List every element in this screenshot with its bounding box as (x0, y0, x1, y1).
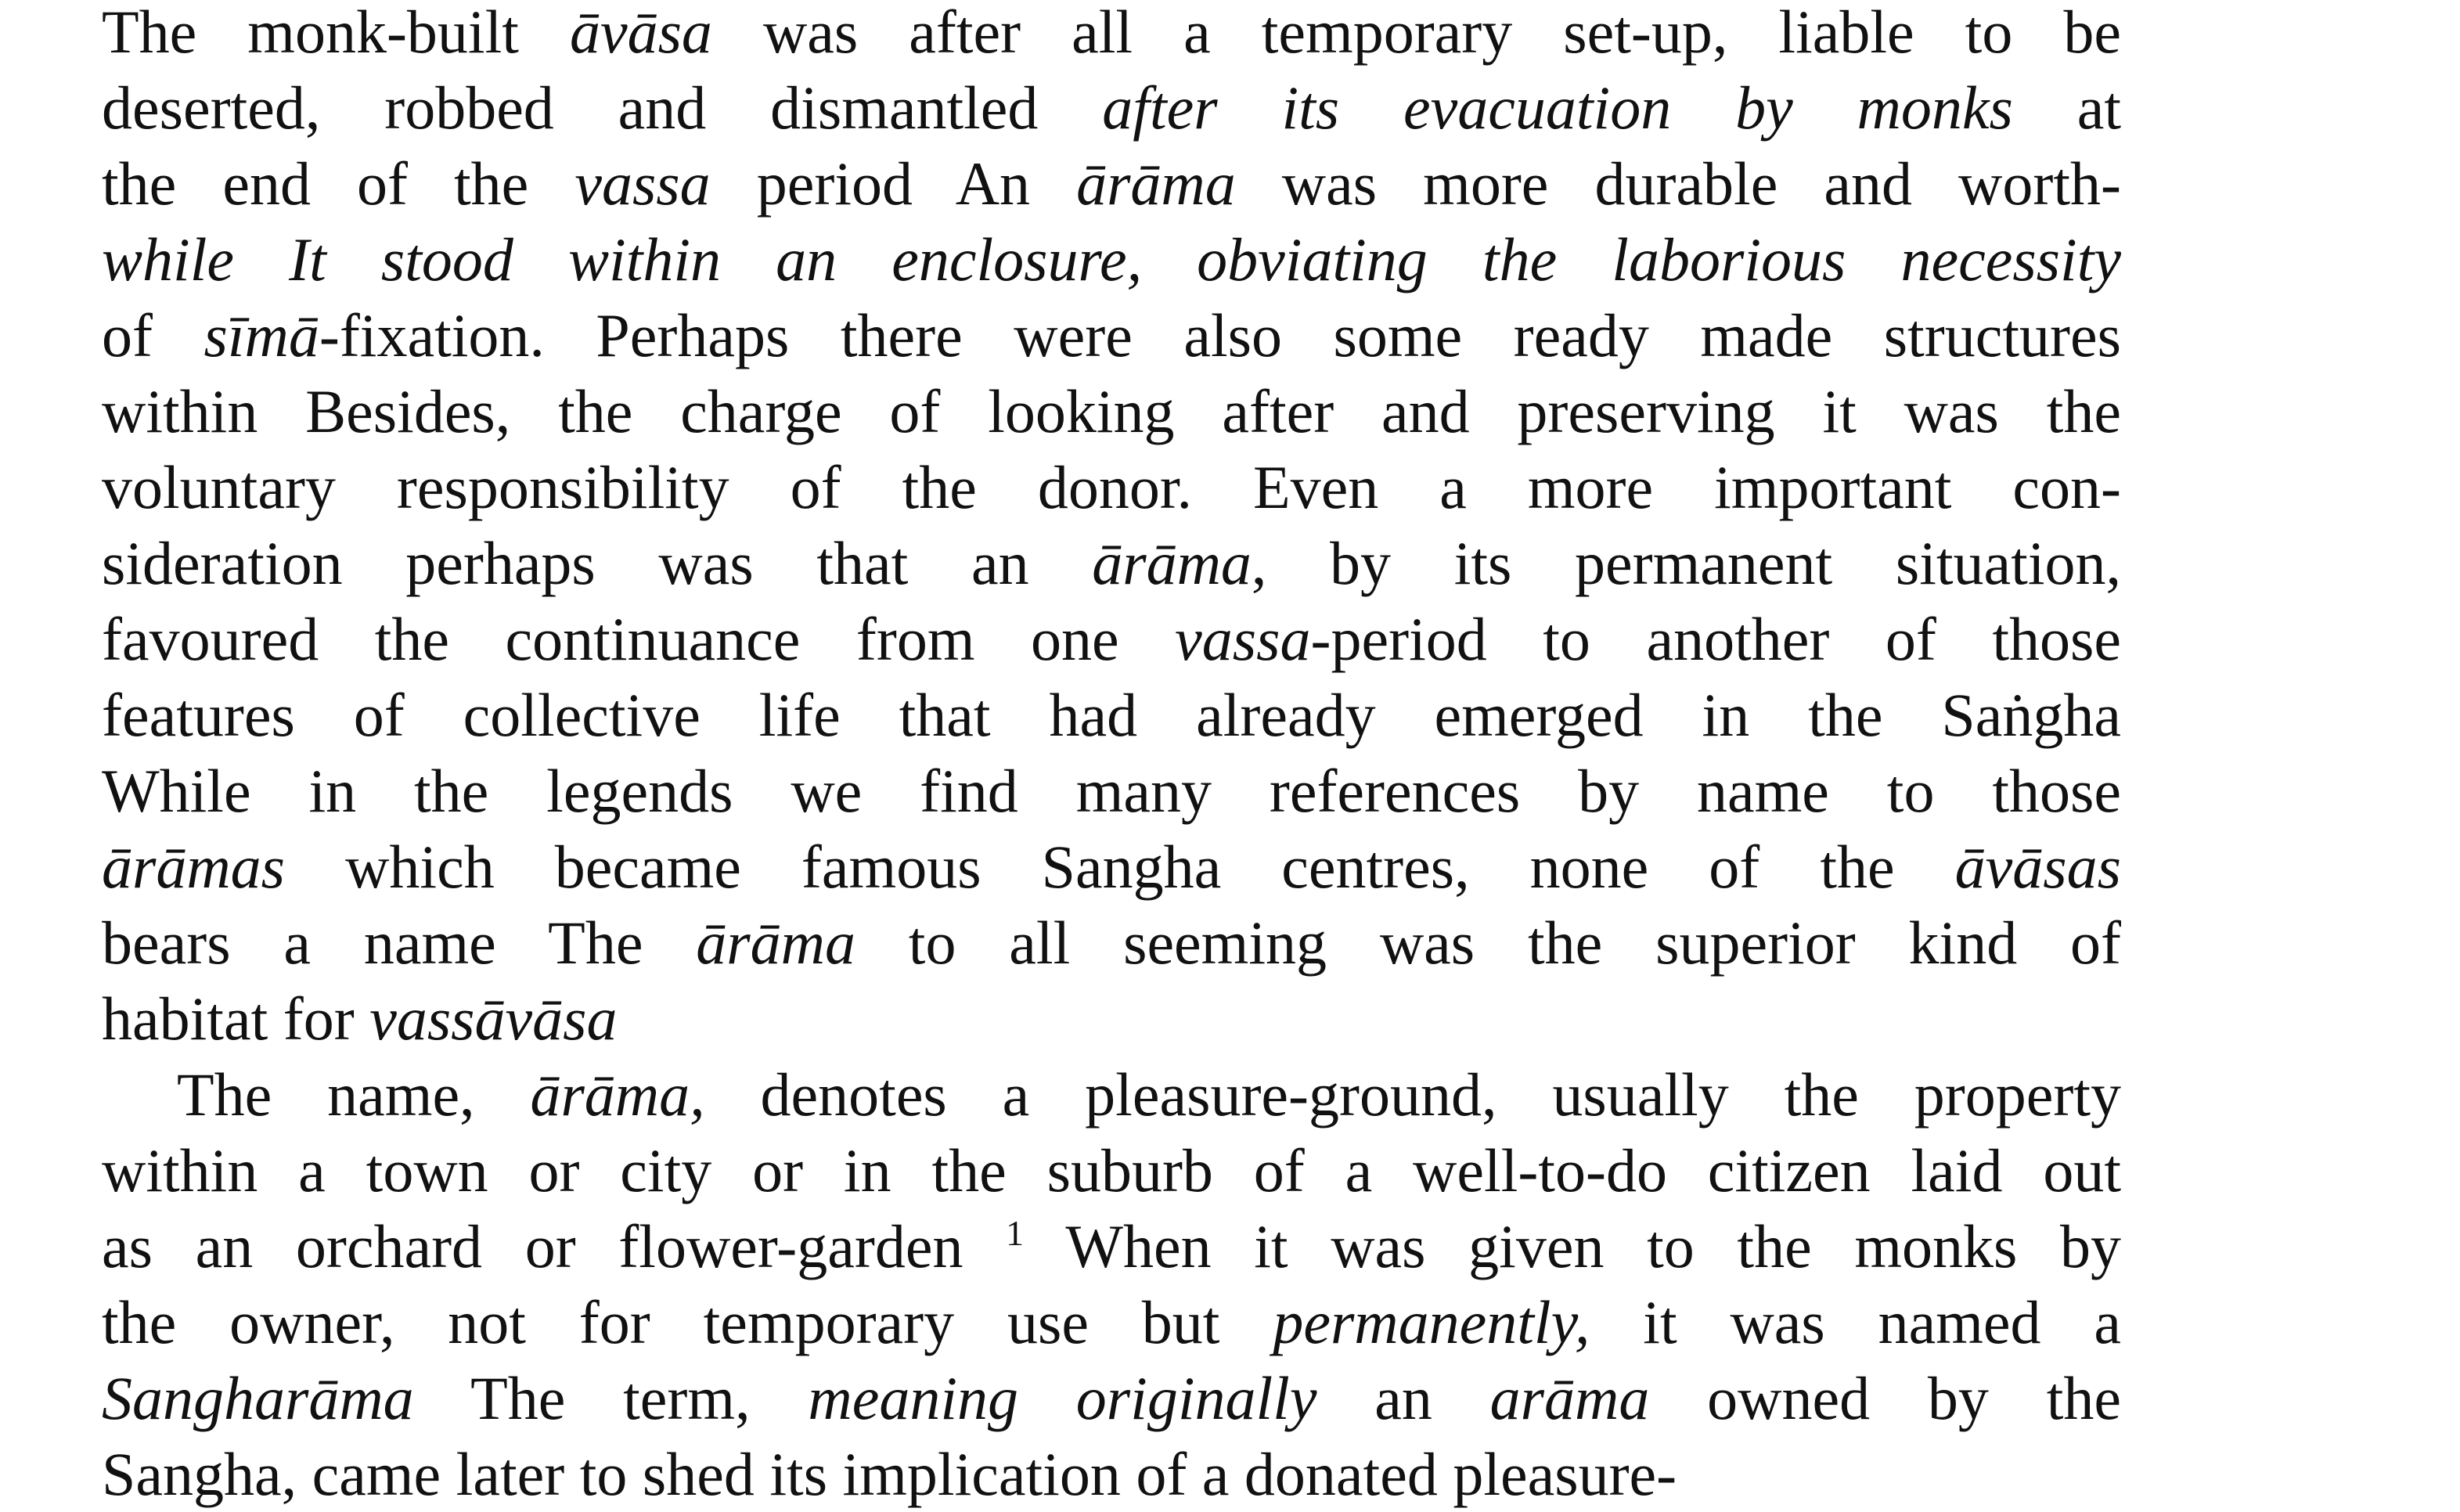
text-segment: an (1316, 1364, 1490, 1432)
text-line (102, 1284, 2121, 1360)
text-line (102, 70, 2121, 146)
italic-text: vassa (1175, 605, 1311, 673)
italic-text: ārāma (696, 909, 855, 977)
text-segment: favoured the continuance from one (102, 605, 1176, 673)
text-line (102, 981, 2121, 1057)
italic-text: ārāma (1092, 529, 1252, 597)
italic-text: āvāsas (1954, 833, 2121, 901)
text-line (102, 297, 2121, 373)
text-segment: was more durable and worth- (1235, 149, 2121, 218)
italic-text: vassa (574, 149, 711, 218)
italic-text: meaning originally (808, 1364, 1317, 1432)
body-text (102, 0, 2121, 1512)
italic-text: ārāma (1076, 149, 1236, 218)
text-line (102, 146, 2121, 221)
italic-text: vassāvāsa (369, 985, 618, 1053)
text-segment: habitat for (102, 985, 370, 1053)
italic-text: arāma (1489, 1364, 1650, 1432)
text-segment: at (2012, 74, 2121, 142)
text-segment: sideration perhaps was that an (102, 529, 1093, 597)
text-segment: When it was given to the monks by (1024, 1212, 2121, 1280)
italic-text: āvāsa (569, 0, 712, 66)
text-segment: it was named a (1590, 1288, 2121, 1356)
text-line (102, 1132, 2121, 1208)
text-segment: Sangha, came later to shed its implication of a donated pleasure- (102, 1440, 1677, 1508)
text-segment: the owner, not for temporary use but (102, 1288, 1273, 1356)
text-line (102, 449, 2121, 525)
italic-text: while It stood within an enclosure, obviating the laborious necessity (102, 225, 2121, 293)
text-line (102, 1057, 2121, 1132)
text-segment: period An (710, 149, 1077, 218)
text-segment: The name, (177, 1060, 531, 1129)
text-line (102, 525, 2121, 601)
text-segment: which became famous Sangha centres, none of the (285, 833, 1955, 901)
text-line (102, 0, 2121, 70)
text-line (102, 677, 2121, 753)
text-segment: denotes a pleasure-ground, usually the property (704, 1060, 2121, 1129)
text-segment: -fixation. Perhaps there were also some ready made structures (319, 301, 2121, 369)
italic-text: after its evacuation by monks (1102, 74, 2013, 142)
text-line (102, 1208, 2121, 1284)
text-line (102, 601, 2121, 677)
text-segment: , by its permanent situation, (1251, 529, 2122, 597)
text-segment: as an orchard or flower-garden (102, 1212, 1007, 1280)
text-line (102, 1436, 2121, 1512)
text-segment: the end of the (102, 149, 575, 218)
text-segment: features of collective life that had already emerged in the Saṅgha (102, 681, 2121, 749)
text-segment: to all seeming was the superior kind of (855, 909, 2121, 977)
book-page (102, 0, 2122, 1508)
paragraph (102, 0, 2121, 1057)
text-segment: -period to another of those (1310, 605, 2122, 673)
italic-text: ārāma, (530, 1060, 705, 1129)
text-line (102, 1360, 2121, 1436)
text-segment: deserted, robbed and dismantled (102, 74, 1103, 142)
text-segment: voluntary responsibility of the donor. Even a more important con- (102, 453, 2121, 521)
italic-text: ārāmas (102, 833, 286, 901)
text-segment: While in the legends we find many references by name to those (102, 757, 2121, 825)
text-line (102, 221, 2121, 297)
italic-text: sīmā (203, 301, 319, 369)
text-line (102, 829, 2121, 905)
italic-text: Sangharāma (102, 1364, 414, 1432)
text-segment: The term, (413, 1364, 809, 1432)
text-segment: of (102, 301, 204, 369)
italic-text: permanently, (1273, 1288, 1590, 1356)
text-segment: within a town or city or in the suburb of a well-to-do citizen laid out (102, 1136, 2121, 1204)
text-line (102, 905, 2121, 981)
text-line (102, 373, 2121, 449)
text-segment: owned by the (1649, 1364, 2121, 1432)
text-segment: was after all a temporary set-up, liable to be (711, 0, 2121, 66)
text-segment: within Besides, the charge of looking after and preserving it was the (102, 377, 2121, 445)
text-segment: bears a name The (102, 909, 697, 977)
text-line (102, 753, 2121, 829)
text-segment: The monk-built (102, 0, 570, 66)
footnote-marker: 1 (1006, 1213, 1025, 1253)
paragraph (102, 1057, 2121, 1512)
